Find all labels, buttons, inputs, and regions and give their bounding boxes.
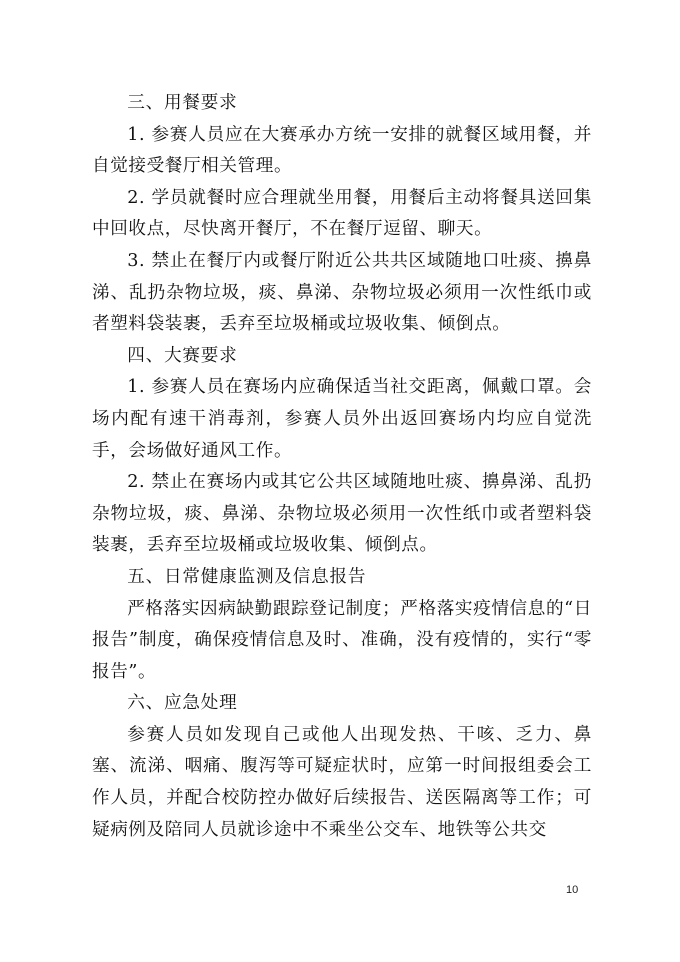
document-body — [92, 88, 592, 846]
paragraph-competition-2: 2. 禁止在赛场内或其它公共区域随地吐痰、擤鼻涕、乱扔杂物垃圾，痰、鼻涕、杂物垃圾必须用一次性纸巾或者塑料袋装裹，丢弃至垃圾桶或垃圾收集、倾倒点。 — [92, 472, 592, 556]
paragraph-health-monitoring: 严格落实因病缺勤跟踪登记制度；严格落实疫情信息的“日报告”制度，确保疫情信息及时、准确，没有疫情的，实行“零报告”。 — [92, 598, 592, 682]
paragraph-dining-3: 3. 禁止在餐厅内或餐厅附近公共共区域随地口吐痰、擤鼻涕、乱扔杂物垃圾，痰、鼻涕、杂物垃圾必须用一次性纸巾或者塑料袋装裹，丢弃至垃圾桶或垃圾收集、倾倒点。 — [92, 250, 592, 335]
paragraph-dining-1: 1. 参赛人员应在大赛承办方统一安排的就餐区域用餐，并自觉接受餐厅相关管理。 — [92, 124, 592, 177]
section-heading-health-monitoring: 五、日常健康监测及信息报告 — [127, 566, 367, 587]
page-number: 10 — [566, 884, 579, 896]
paragraph-emergency: 参赛人员如发现自己或他人出现发热、干咳、乏力、鼻塞、流涕、咽痛、腹泻等可疑症状时，应第一时间报组委会工作人员，并配合校防控办做好后续报告、送医隔离等工作；可疑病例及陪同人员就诊途中不乘坐公交车、地铁等公共交 — [92, 724, 592, 840]
section-heading-dining: 三、用餐要求 — [127, 93, 238, 113]
section-heading-emergency: 六、应急处理 — [127, 693, 238, 714]
paragraph-competition-1: 1. 参赛人员在赛场内应确保适当社交距离，佩戴口罩。会场内配有速干消毒剂，参赛人员外出返回赛场内均应自觉洗手，会场做好通风工作。 — [92, 377, 592, 461]
section-heading-competition: 四、大赛要求 — [127, 345, 238, 366]
paragraph-dining-2: 2. 学员就餐时应合理就坐用餐，用餐后主动将餐具送回集中回收点，尽快离开餐厅，不在餐厅逗留、聊天。 — [92, 187, 592, 240]
